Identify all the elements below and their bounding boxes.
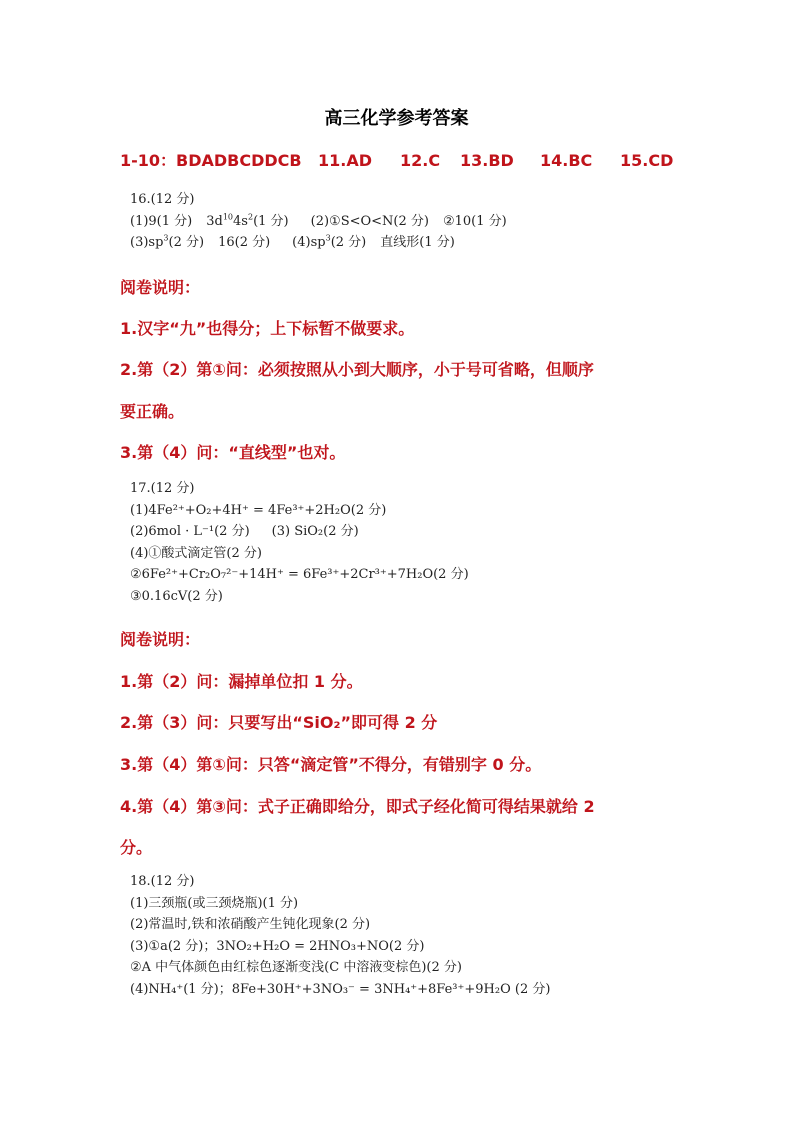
q18-line-2: (2)常温时,铁和浓硝酸产生钝化现象(2 分) [130, 917, 371, 932]
q16-line-1: (1)9(1 分) $3d^{10}4s^2(1$ 分) (2)①S<O<N(2 分) ②10(1 分) [130, 212, 507, 229]
q17-line-5: ③0.16cV(2 分) [130, 588, 223, 604]
q18-header: 18.(12 分) [130, 874, 195, 889]
q18-line-5: (4)NH₄⁺(1 分)；8Fe+30H⁺+3NO₃⁻ = 3NH₄⁺+8Fe³⁺+9H₂O (2 分) [130, 981, 551, 997]
q17-note-4-cont: 分。 [120, 838, 153, 857]
q18-answers [130, 871, 550, 1000]
q17-line-2: (2)6mol · L⁻¹(2 分) (3) SiO₂(2 分) [130, 524, 359, 539]
q17-note-3: 3.第（4）第①问：只答“滴定管”不得分，有错别字 0 分。 [120, 755, 542, 774]
mc-answer-11: 11.AD [318, 151, 373, 170]
q16-line-2: $(3)sp^3(2$ 分) 16(2 分) $(4)sp^3(2$ 分) 直线形(1 分) [130, 233, 455, 250]
q17-note-2: 2.第（3）问：只要写出“SiO₂”即可得 2 分 [120, 713, 438, 732]
q17-answers [130, 478, 469, 607]
q18-line-1: (1)三颈瓶(或三颈烧瓶)(1 分) [130, 895, 299, 911]
q16-answers [130, 189, 507, 254]
mc-answer-13: 13.BD [460, 151, 514, 170]
q17-line-3: (4)①酸式滴定管(2 分) [130, 545, 262, 561]
q17-note-heading: 阅卷说明： [120, 630, 201, 649]
q17-line-4: ②6Fe²⁺+Cr₂O₇²⁻+14H⁺ = 6Fe³⁺+2Cr³⁺+7H₂O(2 分) [130, 567, 469, 582]
page-title: 高三化学参考答案 [324, 108, 469, 129]
q16-note-1: 1.汉字“九”也得分；上下标暂不做要求。 [120, 319, 415, 338]
q17-line-1: (1)4Fe²⁺+O₂+4H⁺ = 4Fe³⁺+2H₂O(2 分) [130, 502, 387, 518]
q16-note-heading: 阅卷说明： [120, 278, 201, 297]
q16-note-3: 3.第（4）问：“直线型”也对。 [120, 443, 346, 462]
q16-note-2: 2.第（2）第①问：必须按照从小到大顺序，小于号可省略，但顺序 [120, 360, 594, 379]
q17-note-4: 4.第（4）第③问：式子正确即给分，即式子经化简可得结果就给 2 [120, 797, 595, 816]
mc-answer-12: 12.C [400, 151, 441, 170]
mc-answer-14: 14.BC [540, 151, 593, 170]
q16-note-2-cont: 要正确。 [120, 402, 185, 421]
q16-header: 16.(12 分) [130, 192, 195, 207]
q18-line-3: (3)①a(2 分)；3NO₂+H₂O = 2HNO₃+NO(2 分) [130, 938, 425, 954]
q17-note-1: 1.第（2）问：漏掉单位扣 1 分。 [120, 672, 363, 691]
mc-answers-1-10: 1-10：BDADBCDDCB [120, 151, 302, 170]
multiple-choice-answers [120, 148, 673, 171]
mc-answer-15: 15.CD [620, 151, 674, 170]
q18-line-4: ②A 中气体颜色由红棕色逐渐变浅(C 中溶液变棕色)(2 分) [130, 960, 462, 975]
q17-header: 17.(12 分) [130, 481, 195, 496]
